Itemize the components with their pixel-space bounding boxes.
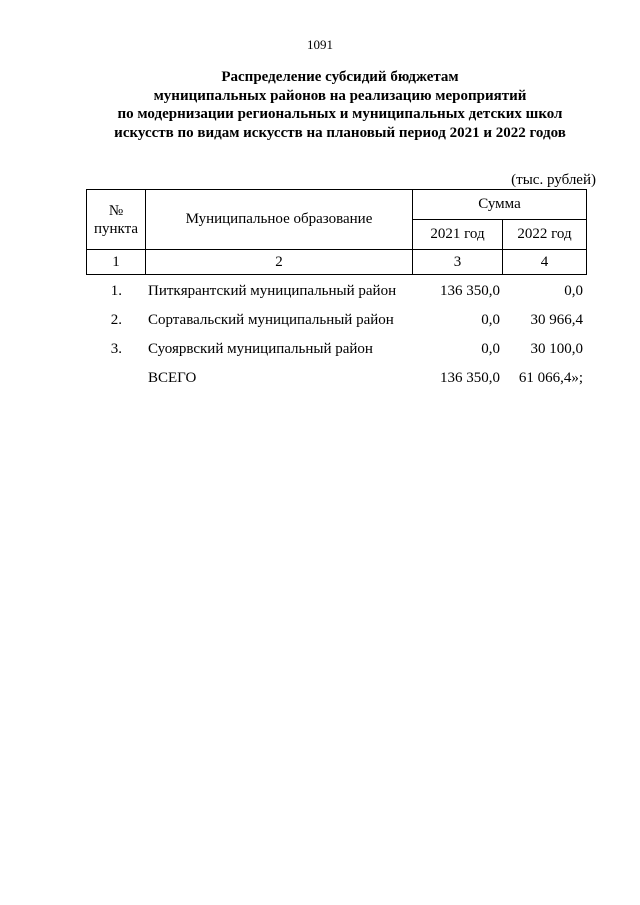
row-municipality: Сортавальский муниципальный район bbox=[148, 312, 394, 328]
header-year-2022: 2022 год bbox=[503, 220, 587, 250]
header-col-num-1: 1 bbox=[87, 250, 146, 275]
document-title bbox=[40, 68, 640, 142]
row-municipality: Суоярвский муниципальный район bbox=[148, 341, 373, 357]
total-label: ВСЕГО bbox=[148, 370, 197, 386]
table-row bbox=[86, 306, 587, 335]
page-number: 1091 bbox=[307, 37, 333, 52]
header-number-word: пункта bbox=[93, 220, 139, 237]
header-col-num-2: 2 bbox=[146, 250, 413, 275]
table-body bbox=[86, 277, 587, 393]
header-year-2021: 2021 год bbox=[413, 220, 503, 250]
row-municipality: Питкярантский муниципальный район bbox=[148, 283, 397, 299]
row-number: 1. bbox=[110, 283, 122, 299]
header-sum: Сумма bbox=[413, 190, 587, 220]
row-value-2022: 30 100,0 bbox=[530, 341, 583, 357]
title-line: искусств по видам искусств на плановый период 2021 и 2022 годов bbox=[114, 124, 566, 141]
table-row bbox=[86, 277, 587, 306]
title-line: по модернизации региональных и муниципальных детских школ bbox=[117, 106, 563, 122]
header-col-num-3: 3 bbox=[413, 250, 503, 275]
total-value-2021: 136 350,0 bbox=[440, 370, 500, 386]
row-value-2022: 30 966,4 bbox=[530, 312, 583, 328]
title-line: Распределение субсидий бюджетам bbox=[221, 69, 459, 85]
row-number: 2. bbox=[110, 312, 122, 328]
units-label: (тыс. рублей) bbox=[511, 172, 596, 188]
table-header bbox=[86, 189, 587, 275]
total-row bbox=[86, 364, 587, 393]
row-number: 3. bbox=[110, 341, 122, 357]
header-municipality: Муниципальное образование bbox=[146, 190, 413, 250]
row-value-2021: 136 350,0 bbox=[440, 283, 500, 299]
title-line: муниципальных районов на реализацию мероприятий bbox=[153, 87, 527, 104]
total-value-2022: 61 066,4»; bbox=[518, 370, 583, 386]
row-value-2021: 0,0 bbox=[481, 312, 500, 328]
header-number-cell bbox=[87, 190, 146, 250]
row-value-2021: 0,0 bbox=[481, 341, 500, 357]
table-row bbox=[86, 335, 587, 364]
row-value-2022: 0,0 bbox=[564, 283, 583, 299]
header-number-symbol: № bbox=[108, 202, 124, 219]
header-col-num-4: 4 bbox=[503, 250, 587, 275]
